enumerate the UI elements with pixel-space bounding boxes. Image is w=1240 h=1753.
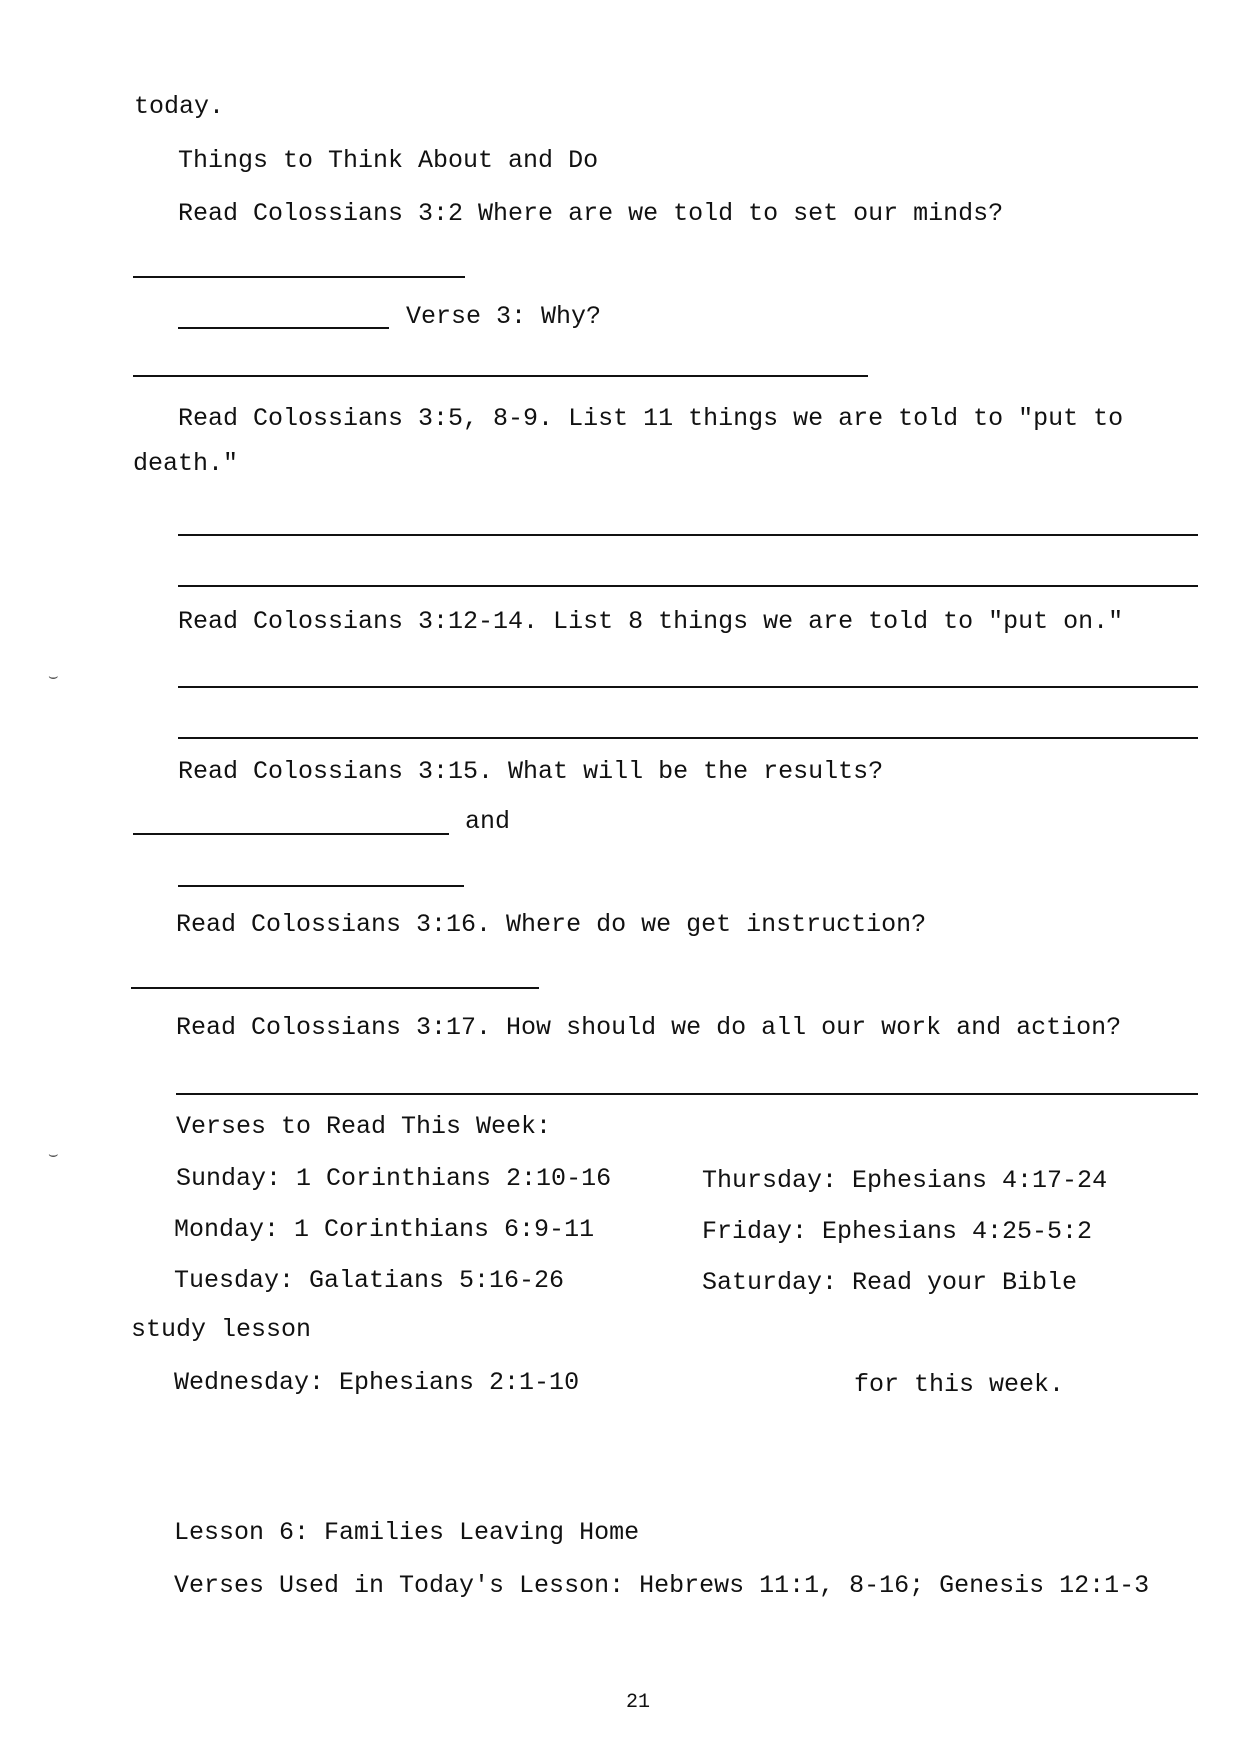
question-3: Read Colossians 3:12-14. List 8 things we are told to "put on.": [178, 607, 1124, 636]
scan-mark: ⌣: [48, 668, 59, 686]
next-lesson-verses: Verses Used in Today's Lesson: Hebrews 11:1, 8-16; Genesis 12:1-3: [174, 1571, 1150, 1600]
text-and: and: [465, 807, 511, 836]
answer-line[interactable]: [178, 585, 1198, 587]
page-number: 21: [626, 1691, 651, 1714]
weekly-title: Verses to Read This Week:: [176, 1112, 552, 1141]
question-2: Read Colossians 3:5, 8-9. List 11 things we are told to "put to: [178, 404, 1124, 433]
reading-friday: Friday: Ephesians 4:25-5:2: [702, 1217, 1093, 1246]
scan-mark: ⌣: [48, 1146, 59, 1164]
reading-saturday-end: for this week.: [854, 1370, 1065, 1399]
reading-sunday: Sunday: 1 Corinthians 2:10-16: [176, 1164, 612, 1193]
next-lesson-title: Lesson 6: Families Leaving Home: [174, 1518, 640, 1547]
reading-tuesday: Tuesday: Galatians 5:16-26: [174, 1266, 565, 1295]
answer-line[interactable]: [133, 833, 449, 835]
section-heading: Things to Think About and Do: [178, 146, 599, 175]
answer-line[interactable]: [133, 276, 465, 278]
answer-line[interactable]: [178, 885, 464, 887]
answer-line[interactable]: [131, 987, 539, 989]
answer-line[interactable]: [178, 737, 1198, 739]
reading-thursday: Thursday: Ephesians 4:17-24: [702, 1166, 1108, 1195]
question-5: Read Colossians 3:16. Where do we get instruction?: [176, 910, 927, 939]
answer-line[interactable]: [178, 686, 1198, 688]
answer-line[interactable]: [176, 1093, 1198, 1095]
answer-line[interactable]: [178, 534, 1198, 536]
answer-line[interactable]: [133, 375, 868, 377]
question-1: Read Colossians 3:2 Where are we told to set our minds?: [178, 199, 1004, 228]
question-2-cont: death.": [133, 449, 239, 478]
answer-line[interactable]: [178, 327, 389, 329]
reading-wednesday: Wednesday: Ephesians 2:1-10: [174, 1368, 580, 1397]
question-4: Read Colossians 3:15. What will be the results?: [178, 757, 884, 786]
reading-saturday-cont: study lesson: [131, 1315, 312, 1344]
reading-saturday: Saturday: Read your Bible: [702, 1268, 1078, 1297]
question-6: Read Colossians 3:17. How should we do all our work and action?: [176, 1013, 1122, 1042]
question-1b: Verse 3: Why?: [406, 302, 602, 331]
reading-monday: Monday: 1 Corinthians 6:9-11: [174, 1215, 595, 1244]
text-today: today.: [134, 92, 225, 121]
